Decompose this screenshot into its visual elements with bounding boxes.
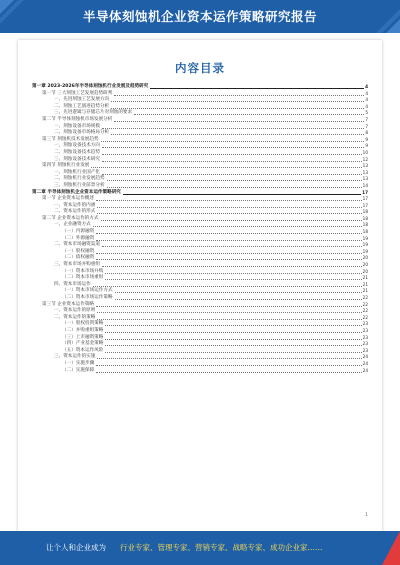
- toc-entry-text: 四、资本市场运作: [54, 281, 91, 287]
- header-title: 半导体刻蚀机企业资本运作策略研究报告: [82, 9, 317, 24]
- toc-leader-dots: [107, 187, 362, 188]
- toc-leader-dots: [123, 194, 361, 195]
- toc-entry-text: （一）资本市场并购: [62, 268, 104, 274]
- toc-entry-text: （一）内源融资: [62, 229, 95, 235]
- toc-entry-text: （二）外源融资: [62, 235, 95, 241]
- toc-entry-text: 二、资本运作的形式: [54, 209, 96, 215]
- toc-entry-page: 14: [362, 182, 368, 188]
- toc-entry[interactable]: [32, 209, 368, 216]
- toc-entry-text: 第二节 企业资本运作的方式: [42, 215, 99, 221]
- toc-entry-text: 三、资本运作的实施: [54, 354, 96, 360]
- toc-entry[interactable]: [32, 361, 368, 368]
- toc-entry-text: 三、刻蚀设备技术研究: [54, 156, 100, 162]
- toc-entry[interactable]: [32, 242, 368, 249]
- toc-entry[interactable]: [32, 321, 368, 328]
- toc-entry-page: 13: [362, 163, 368, 169]
- toc-entry-page: 24: [362, 367, 368, 373]
- toc-entry-text: 二、资本市场融资渠道: [54, 242, 100, 248]
- toc-entry-text: 第一节 三大刻蚀工艺发展趋势研判: [42, 90, 113, 96]
- page-header: [0, 0, 400, 33]
- toc-leader-dots: [111, 101, 364, 102]
- toc-leader-dots: [101, 220, 362, 221]
- toc-leader-dots: [102, 128, 364, 129]
- toc-entry-page: 13: [362, 176, 368, 182]
- toc-entry-page: 24: [362, 354, 368, 360]
- toc-entry-page: 8: [365, 130, 368, 136]
- toc-entry[interactable]: [32, 368, 368, 375]
- toc-leader-dots: [96, 372, 361, 373]
- toc-leader-dots: [102, 154, 362, 155]
- toc-entry-page: 22: [362, 308, 368, 314]
- toc-entry-page: 4: [365, 90, 368, 96]
- toc-entry-text: （二）实施保障: [62, 367, 95, 373]
- toc-entry-text: 一、刻蚀设备市场规模: [54, 123, 100, 129]
- toc-entry-text: 二、刻蚀设备市场格局分析: [54, 130, 110, 136]
- toc-title: 内容目录: [175, 61, 225, 75]
- toc-entry-page: 23: [362, 321, 368, 327]
- toc-entry[interactable]: [32, 143, 368, 150]
- toc-entry-page: 7: [365, 116, 368, 122]
- toc-leader-dots: [114, 121, 364, 122]
- toc-entry-page: 19: [362, 248, 368, 254]
- toc-entry-page: 18: [362, 222, 368, 228]
- footer-slogan: 让个人和企业成为: [46, 543, 106, 552]
- toc-leader-dots: [111, 108, 364, 109]
- toc-leader-dots: [105, 352, 361, 353]
- toc-entry-page: 4: [365, 103, 368, 109]
- toc-entry-text: 第一章 2023-2026年半导体刻蚀机行业发展及趋势研究: [32, 84, 149, 89]
- toc-entry-page: 20: [362, 268, 368, 274]
- toc-entry-text: 三、先进逻辑与存储芯片对刻蚀的要求: [54, 110, 133, 116]
- toc-entry-page: 17: [362, 196, 368, 202]
- page-footer: [0, 531, 400, 565]
- toc-entry-text: （二）并购重组策略: [62, 327, 104, 333]
- toc-entry[interactable]: [32, 84, 368, 91]
- toc-entry-text: 一、资本运作的内涵: [54, 202, 96, 208]
- toc-entry[interactable]: [32, 341, 368, 348]
- toc-entry-text: 二、资本运作的策略: [54, 314, 96, 320]
- toc-entry-text: （一）股权投资策略: [62, 321, 104, 327]
- toc-leader-dots: [97, 213, 361, 214]
- toc-entry[interactable]: [32, 275, 368, 282]
- toc-entry-page: 18: [362, 229, 368, 235]
- toc-entry-text: （二）资本市场运作策略: [62, 295, 113, 300]
- toc-leader-dots: [150, 88, 364, 89]
- toc-leader-dots: [96, 240, 361, 241]
- toc-entry-text: 第二章 半导体刻蚀机企业资本运作策略研究: [32, 189, 121, 195]
- toc-entry-page: 7: [365, 123, 368, 129]
- toc-entry-text: 一、资本运作的原则: [54, 308, 96, 314]
- toc-entry-page: 23: [362, 327, 368, 333]
- toc-entry-page: 23: [362, 341, 368, 347]
- toc-entry-page: 18: [362, 209, 368, 215]
- toc-entry[interactable]: [32, 354, 368, 361]
- toc-entry-text: （一）股权融资: [62, 248, 95, 254]
- toc-leader-dots: [97, 207, 361, 208]
- toc-entry-page: 4: [365, 97, 368, 103]
- toc-entry-text: （二）资本市场重组: [62, 275, 104, 281]
- toc-entry[interactable]: [32, 328, 368, 335]
- toc-leader-dots: [96, 253, 361, 254]
- toc-leader-dots: [134, 114, 364, 115]
- toc-leader-dots: [111, 134, 364, 135]
- toc-leader-dots: [105, 325, 361, 326]
- toc-leader-dots: [96, 259, 361, 260]
- toc-entry-page: 5: [365, 110, 368, 116]
- toc-entry-page: 17: [362, 189, 368, 195]
- toc-leader-dots: [107, 180, 362, 181]
- toc-leader-dots: [101, 141, 365, 142]
- toc-entry-text: 第一节 企业资本运作概述: [42, 196, 94, 202]
- toc-leader-dots: [97, 358, 361, 359]
- toc-entry[interactable]: [32, 288, 368, 295]
- toc-leader-dots: [93, 286, 362, 287]
- toc-leader-dots: [102, 147, 364, 148]
- toc-entry-page: 21: [362, 288, 368, 294]
- toc-leader-dots: [114, 95, 364, 96]
- toc-entry-text: 一、刻蚀机行业国产化: [54, 169, 100, 175]
- toc-entry-text: 三、刻蚀机行业前景分析: [54, 182, 105, 188]
- toc-entry-page: 17: [362, 202, 368, 208]
- toc-leader-dots: [105, 332, 361, 333]
- toc-entry[interactable]: [32, 176, 368, 183]
- toc-leader-dots: [105, 339, 361, 340]
- toc-leader-dots: [97, 312, 361, 313]
- toc-leader-dots: [96, 233, 361, 234]
- toc-entry-page: 24: [362, 360, 368, 366]
- toc-entry-text: 第四节 刻蚀机行业发展: [42, 163, 90, 169]
- toc-leader-dots: [91, 167, 361, 168]
- toc-entry-text: 一、刻蚀设备技术方向: [54, 143, 100, 149]
- toc-entry-text: （一）实施步骤: [62, 360, 95, 366]
- toc-leader-dots: [105, 279, 361, 280]
- toc-entry-text: 二、刻蚀机行业发展趋势: [54, 176, 105, 182]
- toc-leader-dots: [93, 226, 362, 227]
- toc-entry-page: 9: [365, 136, 368, 142]
- toc-leader-dots: [96, 306, 362, 307]
- toc-entry[interactable]: [32, 229, 368, 236]
- toc-entry-page: 9: [365, 143, 368, 149]
- page-number: 1: [365, 513, 368, 518]
- toc-entry-page: 20: [362, 255, 368, 261]
- toc-entry-text: （二）债权融资: [62, 255, 95, 261]
- toc-leader-dots: [105, 345, 361, 346]
- footer-roles: 行业专家、管理专家、营销专家、战略专家、成功企业家……: [120, 543, 323, 552]
- toc-entry-text: 第三节 企业资本运作策略: [42, 301, 94, 307]
- toc-entry-page: 22: [362, 301, 368, 307]
- toc-entry-text: （五）资本运作风险: [62, 347, 104, 353]
- toc-entry-page: 21: [362, 275, 368, 281]
- toc-entry[interactable]: [32, 196, 368, 203]
- toc-entry[interactable]: [32, 183, 368, 190]
- toc-list: [32, 84, 368, 374]
- toc-entry-page: 20: [362, 262, 368, 268]
- toc-entry[interactable]: [32, 130, 368, 137]
- toc-entry-page: 22: [362, 314, 368, 320]
- header-decoration-right: [360, 0, 400, 33]
- toc-entry-text: 一、企业融资方式: [54, 222, 91, 228]
- toc-leader-dots: [102, 266, 362, 267]
- toc-entry-text: 二、刻蚀工艺演进趋势分析: [54, 103, 110, 109]
- toc-entry-page: 22: [362, 295, 368, 300]
- header-stripes-right: [360, 0, 400, 33]
- toc-entry[interactable]: [32, 150, 368, 157]
- toc-entry-page: 19: [362, 242, 368, 248]
- toc-entry-page: 19: [362, 235, 368, 241]
- toc-entry-text: 第三节 刻蚀机技术发展趋势: [42, 136, 99, 142]
- toc-entry-page: 13: [362, 169, 368, 175]
- toc-entry-page: 4: [365, 84, 368, 89]
- toc-entry-page: 18: [362, 215, 368, 221]
- toc-entry[interactable]: [32, 295, 368, 302]
- toc-entry[interactable]: [32, 117, 368, 124]
- footer-corner-decoration: [370, 531, 400, 565]
- toc-leader-dots: [97, 319, 361, 320]
- toc-entry[interactable]: [32, 308, 368, 315]
- toc-leader-dots: [105, 273, 361, 274]
- toc-leader-dots: [115, 299, 362, 300]
- toc-entry-text: （三）上市融资策略: [62, 334, 104, 340]
- toc-entry[interactable]: [32, 97, 368, 104]
- toc-entry-text: 一、先进刻蚀工艺发展方向: [54, 97, 110, 103]
- toc-leader-dots: [96, 365, 361, 366]
- toc-entry-page: 10: [362, 149, 368, 155]
- toc-entry-page: 23: [362, 334, 368, 340]
- toc-entry-text: （四）产业基金策略: [62, 341, 104, 347]
- toc-entry-page: 12: [362, 156, 368, 162]
- toc-leader-dots: [102, 161, 362, 162]
- toc-entry-text: 二、刻蚀设备技术趋势: [54, 149, 100, 155]
- toc-entry-text: 三、资本市场并购重组: [54, 262, 100, 268]
- toc-entry-text: （一）资本市场运作方式: [62, 288, 113, 294]
- toc-entry[interactable]: [32, 163, 368, 170]
- toc-entry-page: 23: [362, 347, 368, 353]
- toc-page: [18, 40, 382, 540]
- toc-leader-dots: [102, 246, 362, 247]
- toc-entry-page: 21: [362, 281, 368, 287]
- toc-entry[interactable]: [32, 110, 368, 117]
- toc-entry-text: 第二节 半导体刻蚀机市场发展分析: [42, 116, 113, 122]
- toc-leader-dots: [102, 174, 362, 175]
- toc-leader-dots: [96, 200, 362, 201]
- toc-entry[interactable]: [32, 262, 368, 269]
- toc-leader-dots: [115, 292, 362, 293]
